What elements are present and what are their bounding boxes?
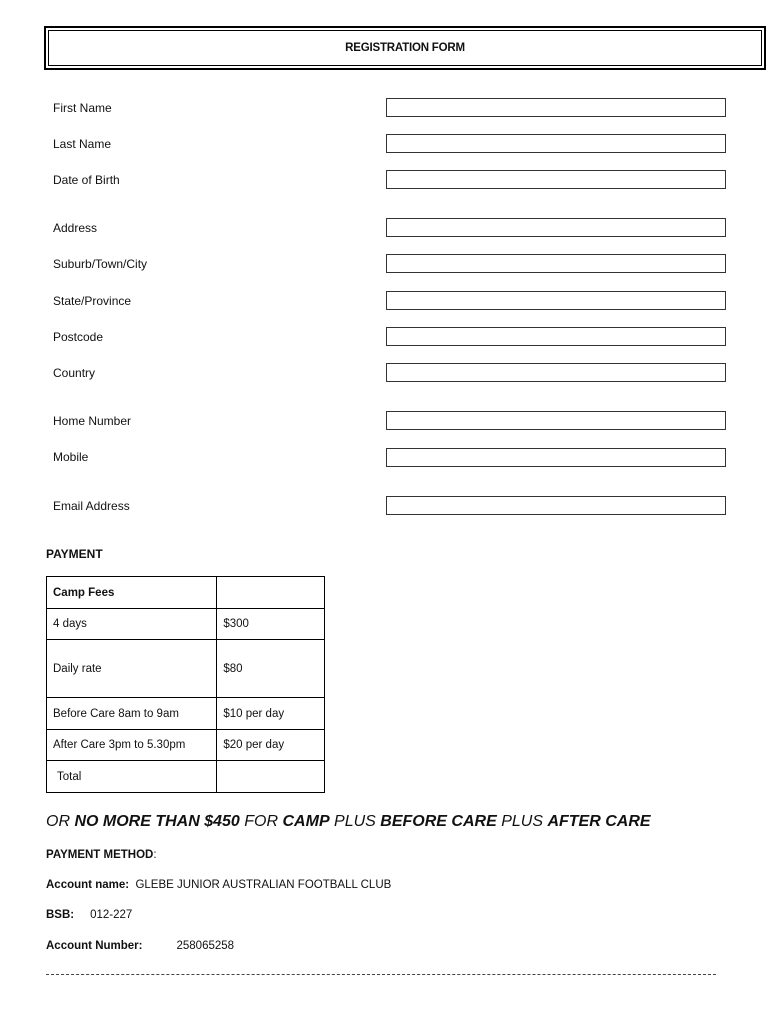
promo-text: OR xyxy=(46,813,75,830)
total-label: Total xyxy=(47,761,217,793)
fee-label: After Care 3pm to 5.30pm xyxy=(47,730,217,761)
suburb-input[interactable] xyxy=(386,254,726,273)
cut-line-divider xyxy=(46,974,716,975)
date-of-birth-input[interactable] xyxy=(386,170,726,189)
promo-text: FOR xyxy=(239,813,283,830)
bsb-label: BSB: xyxy=(46,909,75,921)
table-row xyxy=(47,640,325,698)
promo-text: PLUS xyxy=(496,813,548,830)
fee-value: $10 per day xyxy=(217,698,325,730)
postcode-input[interactable] xyxy=(386,327,726,346)
promo-text: CAMP xyxy=(282,813,330,830)
table-row xyxy=(47,761,325,793)
address-label: Address xyxy=(53,221,98,235)
fee-label: Daily rate xyxy=(47,640,217,698)
fee-label: Before Care 8am to 9am xyxy=(47,698,217,730)
camp-fees-table xyxy=(46,576,325,793)
payment-method-heading xyxy=(46,849,157,861)
postcode-label: Postcode xyxy=(53,330,104,344)
last-name-label: Last Name xyxy=(53,137,112,151)
account-name-line xyxy=(46,879,391,891)
home-number-label: Home Number xyxy=(53,414,132,428)
camp-fees-header-value xyxy=(217,577,325,609)
promo-text: NO MORE THAN $450 xyxy=(74,813,240,830)
account-number-line xyxy=(46,940,234,952)
country-input[interactable] xyxy=(386,363,726,382)
address-input[interactable] xyxy=(386,218,726,237)
table-row xyxy=(47,730,325,761)
max-price-notice xyxy=(46,813,651,831)
bsb-line xyxy=(46,909,132,921)
account-number-value: 258065258 xyxy=(176,940,235,952)
email-label: Email Address xyxy=(53,499,130,513)
fee-value: $80 xyxy=(217,640,325,698)
suburb-label: Suburb/Town/City xyxy=(53,257,148,271)
form-title-box xyxy=(44,26,766,70)
fee-value: $300 xyxy=(217,609,325,640)
fee-value: $20 per day xyxy=(217,730,325,761)
state-label: State/Province xyxy=(53,294,132,308)
form-title: REGISTRATION FORM xyxy=(48,30,762,66)
account-number-label: Account Number: xyxy=(46,940,143,952)
date-of-birth-label: Date of Birth xyxy=(53,173,120,187)
country-label: Country xyxy=(53,366,96,380)
account-name-value: GLEBE JUNIOR AUSTRALIAN FOOTBALL CLUB xyxy=(135,879,392,891)
promo-text: PLUS xyxy=(329,813,381,830)
camp-fees-header: Camp Fees xyxy=(47,577,217,609)
total-value[interactable] xyxy=(217,761,325,793)
mobile-label: Mobile xyxy=(53,450,89,464)
bsb-value: 012-227 xyxy=(90,909,133,921)
table-row xyxy=(47,609,325,640)
payment-heading: PAYMENT xyxy=(46,547,103,561)
fee-label: 4 days xyxy=(47,609,217,640)
promo-text: AFTER CARE xyxy=(547,813,651,830)
table-row xyxy=(47,577,325,609)
first-name-label: First Name xyxy=(53,101,112,115)
mobile-input[interactable] xyxy=(386,448,726,467)
account-name-label: Account name: xyxy=(46,879,130,891)
email-input[interactable] xyxy=(386,496,726,515)
home-number-input[interactable] xyxy=(386,411,726,430)
state-input[interactable] xyxy=(386,291,726,310)
payment-method-label: PAYMENT METHOD xyxy=(46,849,154,861)
payment-method-colon: : xyxy=(153,849,157,861)
last-name-input[interactable] xyxy=(386,134,726,153)
first-name-input[interactable] xyxy=(386,98,726,117)
promo-text: BEFORE CARE xyxy=(380,813,497,830)
table-row xyxy=(47,698,325,730)
